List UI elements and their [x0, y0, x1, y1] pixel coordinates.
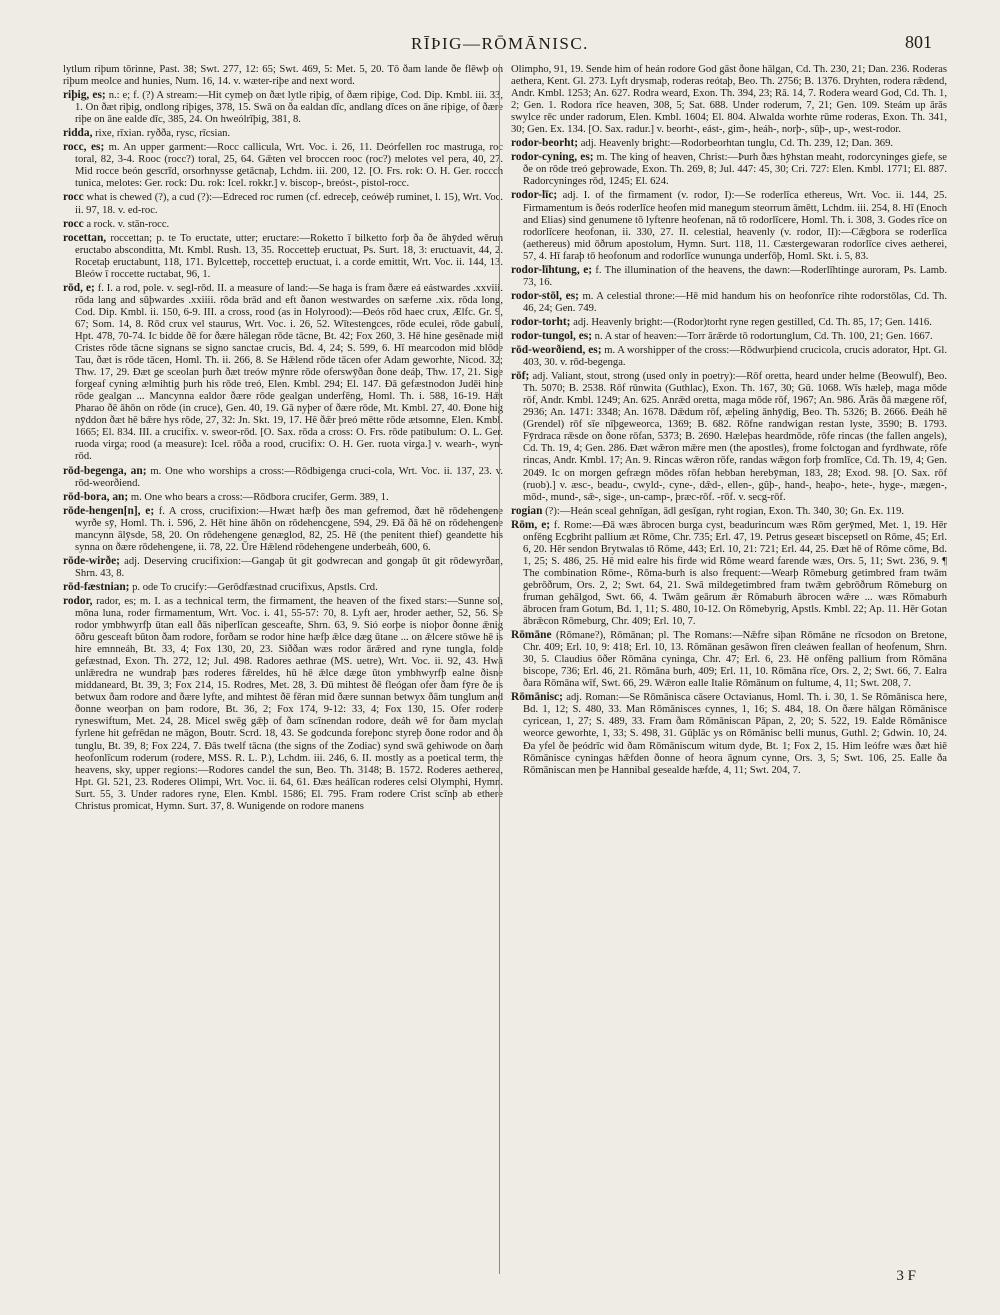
dictionary-entry — [511, 290, 947, 315]
entry-text: m. The king of heaven, Christ:—Þurh ðæs hȳhstan meaht, rodorcyninges giefe, se ðe on rōde treó geþrowade, Exon. Th. 269, 8; Jul. 447: 45, 30; Cri. 727: Elen. Kmbl. 1771; El. 887. Radorcyninges rōd, 1245; El. 624. — [523, 152, 948, 188]
entry-text: rixe, rīxian. ryðða, rysc, rīcsian. — [95, 128, 231, 140]
entry-headword: rōd-weorðiend, es; — [511, 344, 602, 357]
dictionary-entry — [511, 137, 947, 150]
entry-text: adj. Deserving crucifixion:—Gangaþ ūt git godwrecan and gongaþ ūt git rōdewyrðan, Shrn. 43, 8. — [75, 555, 503, 579]
entry-headword: rodor-līc; — [511, 189, 558, 202]
entry-text: m. One who worships a cross:—Rōdbigenga cruci-cola, Wrt. Voc. ii. 137, 23. v. rōd-weorðiend. — [75, 465, 503, 489]
dictionary-entry — [511, 691, 947, 776]
entry-headword: rōf; — [511, 370, 530, 383]
entry-headword: rocc — [63, 191, 84, 204]
entry-headword: rodor-stōl, es; — [511, 289, 579, 302]
entry-headword: rōd-begenga, an; — [63, 464, 147, 477]
dictionary-entry — [63, 555, 503, 580]
dictionary-entry — [511, 344, 947, 369]
dictionary-entry — [63, 491, 503, 504]
dictionary-entry — [63, 581, 503, 594]
entry-text: adj. Heavenly bright:—Rodorbeorhtan tunglu, Cd. Th. 239, 12; Dan. 369. — [580, 138, 894, 150]
dictionary-entry — [63, 191, 503, 216]
entry-text: Olimpho, 91, 19. Sende him of heán rodore God gāst ðone hālgan, Cd. Th. 230, 21; Dan. 236. Roderas aethera, Kent. Gl. 273. Lyft drysmaþ, roderas reótaþ, Beo. Th. 2756; B. 1376. Dryhten, rodera rǣdend, Andr. Kmbl. 1253; An. 627. Rodra weard, Exon. Th. 394, 23; Rā. 14, 7. Rodera weard God, Cd. Th. 1, 2; Gen. 1. Rodora rīce heaven, 308, 5; Sat. 688. Under roderum, 7, 21; Gen. 109. Steám up ārās swylce rēc under radorum, Elen. Kmbl. 1604; El. 804. Alwalda worhte rūme roderas, Exon. Th. 341, 30; Gen. Ex. 134. [O. Sax. radur.] v. beorht-, eást-, gim-, heáh-, norþ-, sūþ-, up-, west-rodor. — [511, 64, 947, 136]
entry-text: adj. Roman:—Se Rōmānisca cāsere Octavianus, Homl. Th. i. 30, 1. Se Rōmānisca here, Bd. 1, 12; S. 480, 33. Man Rōmānisces cynnes, 1, 16; S. 484, 18. On ðære hālgan Rōmānisce cyricean, 1, 27; S. 489, 33. Fram ðam Rōmāniscan Pāpan, 2, 20; S. 522, 19. Ealde Rōmānisce weorce geworhte, 1, 33; S. 498, 31. Gūþlāc ys on Rōmānisc belli munus, Guthl. 2; Gdwin. 10, 24. Ða yfel ðe þeódrīc wid ðam Rōmāniscum witum dyde, Bt. 1; Fox 2, 15. Him leófre wæs ðæt hiē Rōmānisce cyningas hǣfden ðonne of heora āgnum cynne, Ors. 3, 5; Swt. 106, 25. Ealle ða Rōmāniscan men þe Hannibal gesealde hæfde, 4, 11; Swt. 204, 7. — [523, 692, 947, 776]
entry-text: p. ode To crucify:—Gerōdfæstnad crucifixus, Apstls. Crd. — [132, 581, 378, 593]
entry-headword: Rōmānisc; — [511, 691, 563, 704]
dictionary-entry — [511, 629, 947, 690]
printer-signature: 3 F — [896, 1268, 916, 1284]
left-column — [63, 64, 503, 814]
dictionary-entry — [511, 505, 947, 518]
dictionary-entry — [511, 264, 947, 289]
entry-text: adj. Heavenly bright:—(Rodor)torht ryne regen gestilled, Cd. Th. 85, 17; Gen. 1416. — [573, 316, 932, 328]
dictionary-entry — [63, 218, 503, 231]
entry-text: adj. I. of the firmament (v. rodor, I):—Se roderlīca ethereus, Wrt. Voc. ii. 144, 25. Firmamentum is ðeós roderlīce heofen mid manegum steorrum āmētt, Lchdm. iii. 254, 8. Hī (Enoch and Elias) sind genumene tō lyftenre heofenan, nā tō rodorlīcere, Homl. Th. i. 308, 3. Godes rīce on rodorlīcere heofonan, ii. 330, 27. II. celestial, heavenly (v. rodor, II):—Cǣgbora se roderlīca (aethereus) mid ōðrum apostolum, Hymn. Surt. 118, 11. Cæstergewaran rodorlīce cives aetherei, 57, 4. Hī faraþ tō heofonum and rodorlīce wununga underfōþ, Homl. Skt. i. 5, 83. — [523, 190, 947, 262]
entry-headword: Rōm, e; — [511, 518, 551, 531]
entry-headword: rocc, es; — [63, 141, 105, 154]
entry-text: f. The illumination of the heavens, the dawn:—Roderlīhtinge auroram, Ps. Lamb. 73, 16. — [523, 264, 947, 288]
entry-text: roccettan; p. te To eructate, utter; eructare:—Roketto ī bilketto forþ ða ðe āhȳded wērun eructabo absconditta, Mt. Kmbl. Rush. 13, 35. Roccetteþ eructuat, Ps. Surt. 18, 3: eructuavit, 44, 2. Rocetaþ eructabunt, 118, 171. Bylcetteþ, roccetteþ eructuat, i. a corde emittit, Wrt. Voc. ii. 144, 13. Bleów ī roccette ructabat, 96, 1. — [75, 232, 503, 280]
page-title: RĪÞIG—RŌMĀNISC. — [411, 34, 589, 53]
entry-text: f. A cross, crucifixion:—Hwæt hæfþ ðes man gefremod, ðæt hē rōdehengene wyrðe sȳ, Homl. Th. i. 596, 2. Hēt hine āhōn on rōdehencgene, 594, 29. Ðā ðā hē on rōdehengene mancynn ālȳsde, 58, 20. On rōdehengene genæglod, 82, 25. Hē (the penitent thief) geandette his synna on ðære rōdehengene, ii. 78, 22. Ūre Hǣlend rōdehengene underbeáh, 600, 6. — [75, 505, 503, 553]
entry-headword: rocc — [63, 217, 84, 230]
entry-text: f. I. a rod, pole. v. segl-rōd. II. a measure of land:—Se haga is fram ðære eá eástwardes .xxviii. rōda lang and sūþwardes .xxiiii. rōda brād and eft ðanon westwardes on sæferne .xix. rōda long, Cod. Dip. Kmbl. ii. 150, 6-9. III. a cross, rood (as in Holyrood):—Ðeós rōd haec crux, Ælfc. Gr. 9, 67; Som. 14, 8. Rōd crux vel staurus, Wrt. Voc. i. 26, 52. Wītestengces, rōde eculei, rōde gabuli, Hpt. 478, 70-74. Ic bidde ðē for ðære hālegan rōde tācne, Bt. 42; Fox 260, 3. Hē hine gesēnade mid Cristes rōde tācne signans se signo sanctae crucis, Bd. 4, 24; S. 599, 6. Hī mearcodon mid blōde Tau, ðæt is rōde tācen, Homl. Th. ii. 266, 8. Se Hǣlend rōde tācen ofer Adam geworhte, Nicod. 32; Thw. 17, 29. Ðæt ge sceolan þurh ðæt treów mȳnre rōde oferswȳðan ðone deáþ, Thw. 17, 21. Sige forgeaf cyning ælmihtig þurh his rōde treó, Elen. Kmbl. 294; El. 147. Ðā gefæstnodon Judēi hine rōde gealgan ... Mancynna ealdor ðære rōde gealgan underfēng, Homl. Th. i. 588, 16-19. Hǣt Pharao ðē āhōn on rōde (in cruce), Gen. 40, 19. Gā nyþer of ðære rōde, Mt. Kmbl. 27, 40. Ðone hig nȳddon ðæt hē bǣre hys rōde, 27, 32: Jn. Skt. 19, 17. Hē ðǣr þreó mētte rōde ætsomne, Elen. Kmbl. 1665; El. 834. III. a crucifix. v. sweor-rōd. [O. Sax. rōda a cross: O. Frs. rōde patibulum: O. L. Ger. ruoda virga; rood (a measure): Icel. rōða a rood, crucifix: O. H. Ger. ruota virga.] v. wearh-, wyn-rōd. — [75, 282, 503, 463]
entry-text: m. An upper garment:—Rocc callicula, Wrt. Voc. i. 26, 11. Deórfellen roc mastruga, roc toral, 82, 3-4. Rooc (rocc?) toral, 25, 64. Gǣten vel broccen rooc (roc?) melotes vel pera, 40, 27. Mid rocce beón gescrīd, orsorhnysse getācnaþ, Lchdm. iii. 200, 12. [O. Frs. rok: O. H. Ger. roccch tunica, melotes: Ger. rock: Du. rok: Icel. rokkr.] v. biscop-, breóst-, pistol-rocc. — [75, 142, 503, 190]
entry-text: m. One who bears a cross:—Rōdbora crucifer, Germ. 389, 1. — [130, 491, 389, 503]
entry-headword: rocettan, — [63, 231, 107, 244]
dictionary-entry — [63, 127, 503, 140]
entry-headword: rogian — [511, 504, 543, 517]
entry-headword: rōd-bora, an; — [63, 490, 129, 503]
dictionary-entry — [511, 330, 947, 343]
entry-headword: rōd-fæstnian; — [63, 580, 130, 593]
dictionary-entry — [511, 151, 947, 188]
entry-text: m. A celestial throne:—Hē mid handum his on heofonrīce rihte rodorstōlas, Cd. Th. 46, 24; Gen. 749. — [523, 290, 947, 314]
entry-headword: rodor-līhtung, e; — [511, 263, 593, 276]
dictionary-entry — [63, 141, 503, 190]
dictionary-entry — [63, 505, 503, 554]
entry-headword: rōde-wirðe; — [63, 554, 120, 567]
dictionary-entry — [511, 64, 947, 136]
entry-headword: rōde-hengen[n], e; — [63, 504, 155, 517]
entry-text: (Rōmane?), Rōmānan; pl. The Romans:—Nǣfre siþan Rōmāne ne rīcsodon on Bretone, Chr. 409; Erl. 10, 9: 418; Erl. 10, 13. Rōmānan gesāwon fīren cleáwen feallan of heofenum, Shrn. 30, 5. Claudius ōðer Rōmāna cyninga, Chr. 47; Erl. 6, 23. Hē onfēng pallium from Rōmāna biscope, 736; Erl. 46, 21. Rōmāna burh, 409; Erl. 11, 10. Rōmāna rīce, Ors. 2, 2; Swt. 66, 7. Ealra ðara Rōmāna wīf, Swt. 66, 29. Wǣron ealle Italie Rōmānum on fultume, 4, 11; Swt. 208, 7. — [523, 630, 947, 690]
dictionary-entry — [511, 370, 947, 504]
entry-text: adj. Valiant, stout, strong (used only in poetry):—Rōf oretta, heard under helme (Beowulf), Beo. Th. 5070; B. 2538. Rōf rūnwita (Guthlac), Exon. Th. 167, 30; Gū. 1068. Wīs hæleþ, maga mōde rōf, Andr. Kmbl. 1249; An. 625. Anrǣd oretta, maga mōde rōf, 1967; An. 986. Ārās ðā mægene rōf, 2936; An. 1471: 3348; An. 1678. Dǣdum rōf, æþeling ānhȳdig, Beo. Th. 5326; B. 2666. Ðeáh hē (Grendel) rōf sīe nīþgeweorca, 1369; B. 682. Rōfne randwigan restan lyste, 3590; B. 1793. Fȳrdraca rǣsde on ðone rōfan, 5373; B. 2690. Hæleþas heardmōde, rōfe rincas (the fallen angels), Cd. Th. 19, 4; Gen. 286. Ðæt wǣron mǣre men (the apostles), frome folctogan and fyrdhwate, rōfe rincas, Andr. Kmbl. 17; An. 9. Rincas wǣron rōfe, randas wǣgon forþ fromlīce, Cd. Th. 19, 4; Gen. 2049. Ic on morgen gefrægn mōdes rōfan hebban herebȳman, 183, 28; Exod. 98. [O. Sax. rōf (ruob).] v. æsc-, beadu-, cwyld-, cyne-, dǣd-, ellen-, gūþ-, hand-, heaþo-, hete-, hyge-, mægen-, mōd-, mund-, sǣ-, sige-, un-camp-, þræc-rōf. -rōf. v. secg-rōf. — [523, 371, 947, 503]
page-number: 801 — [905, 32, 932, 52]
entry-headword: ridda, — [63, 127, 93, 140]
entry-headword: riþig, es; — [63, 89, 106, 102]
running-head — [0, 30, 1000, 60]
dictionary-entry — [511, 189, 947, 262]
column-divider — [499, 64, 500, 1274]
dictionary-entry — [63, 89, 503, 126]
entry-text: f. Rome:—Ðā wæs ābrocen burga cyst, beadurincum wæs Rōm gerȳmed, Met. 1, 19. Hēr onfēng Ecgbriht pallium æt Rōme, Chr. 735; Erl. 47, 19. Petrus geseæt biscepsetl on Rōme, 45; Erl. 6, 20. Hēr sendon Brytwalas tō Rōme, 443; Erl. 10, 21: 721; Erl. 44, 25. Ðæt hē of Rōme cōme, Bd. 1, 25; S. 486, 25. Hē mid ealre his firde wid Rōme weard farende wæs, Ors. 5, 11; Swt. 236, 9. ¶ The combination Rōme-, Rōma-burh is also frequent:—Wearþ Rōmeburg getimbred fram twām gebrōðrum, Ors. 2, 2; Swt. 64, 21. Swā mildegetimbred fram twǣm gebrōðrum Rōmeburg on fruman gehālgod, Swt. 66, 4. Twām geārum ǣr Rōmaburh ābrocen wǣre ... wæs Rōmaburh ābrocen fram Gotum, Bd. 1, 11; S. 480, 10-12. On Rōmebyrig, Apstls. Kmbl. 22; Ap. 11. Hēr Gotan ābrǣcon Rōmeburg, Chr. 409; Erl. 10, 7. — [523, 519, 947, 628]
entry-text: a rock. v. stān-rocc. — [86, 218, 170, 230]
entry-headword: rodor-tungol, es; — [511, 329, 592, 342]
dictionary-entry — [63, 232, 503, 281]
entry-text: (?):—Heán sceal gehnīgan, ādl gesīgan, ryht rogian, Exon. Th. 340, 30; Gn. Ex. 119. — [545, 505, 905, 517]
entry-headword: rodor, — [63, 594, 93, 607]
dictionary-entry — [63, 595, 503, 813]
right-column — [511, 64, 947, 778]
entry-text: what is chewed (?), a cud (?):—Edreced roc rumen (cf. edreceþ, ceówéþ ruminet, l. 15), Wrt. Voc. ii. 97, 18. v. ed-roc. — [75, 192, 503, 216]
dictionary-entry — [63, 64, 503, 88]
dictionary-entry — [63, 282, 503, 464]
entry-text: lytlum riþum tōrinne, Past. 38; Swt. 277, 12: 65; Swt. 469, 5: Met. 5, 20. Tō ðam lande ðe flēwþ on riþum meolce and hunies, Num. 16, 14. v. wæter-riþe and next word. — [63, 64, 503, 88]
dictionary-entry — [511, 519, 947, 628]
entry-headword: rodor-beorht; — [511, 137, 579, 150]
dictionary-entry — [511, 316, 947, 329]
dictionary-entry — [63, 465, 503, 490]
entry-text: n. A star of heaven:—Torr ārǣrde tō rodortunglum, Cd. Th. 100, 21; Gen. 1667. — [594, 330, 933, 342]
entry-text: rador, es; m. I. as a technical term, the firmament, the heaven of the fixed stars:—Sunne sol, mōna luna, roder firmamentum, Wrt. Voc. i. 41, 55-57: 70, 8. Lyft aer, hroder aether, 52, 56. Se rodor ymbhwyrfþ ūtan eall ðās niþerlīcan gesceafte, Shrn. 63, 9. Sió eorþe is nioþor ðonne ǣnig ōðru gesceaft būton ðam rodore, forðam se rodor hine hæfþ ǣlce dæg ūtane ... on ǣlcere stōwe hē is hire emnneáh, Bt. 33, 4; Fox 130, 20, 23. Siððan wæs rodor ārǣred and ryne tungla, folde gefæstnad, Exon. Th. 272, 12; Jul. 498. Radores aethrae (MS. uetre), Wrt. Voc. ii. 92, 43. Hwā unlǣredra ne wundraþ þæs roderes fǣreldes, hū hē ǣlce dæge ūton ymbhwyrfþ ealne ðisne middaneard, Bt. 39, 3; Fox 214, 15. Rodres, Met. 28, 3. Ðū mihtest ðē fleógan ofer ðam fȳre ðe is betwux ðam rodore and ðære lyfte, and mihtest ðē fēran mid ðære sunnan betwyx ðām tunglum and ðonne weorþan on þam rodore, Bt. 36, 2; Fox 174, 9-12: 33, 4; Fox 130, 15. Ofer rodere ryneswiftum, Met. 24, 28. Micel swēg gǣþ of ðam scīnendan rodore, deáh wē for ðam myclan fyrlene hit gefrēdan ne māgon, Boutr. Scrd. 18, 43. Se godcunda foreþonc styreþ ðone rodor and ða tunglu, Bt. 39, 8; Fox 224, 7. Ðās twelf tācna (the signs of the Zodiac) synd swā gehiwode on ðam heofonlīcum roderum (rodere, MSS. R. L. P.), Lchdm. iii. 246, 6. II. mostly as a poetical term, the heavens, sky, upper regions:—Rodores candel the sun, Beo. Th. 3148; B. 1572. Roderes aetherea, Hpt. Gl. 521, 23. Roderes Olimpi, Wrt. Voc. ii. 64, 61. Ðæs heálīcan roderes celsi Olymphi, Hymn. Surt. 55, 3. Under radores ryne, Elen. Kmbl. 1586; El. 795. Fram rodere Crist scīnþ ab ethere Christus promicat, Hymn. Surt. 37, 8. Wunigende on rodore manens — [75, 595, 503, 812]
entry-headword: rodor-torht; — [511, 315, 571, 328]
entry-text: n.: e; f. (?) A stream:—Hit cymeþ on ðæt lytle riþig, of ðæm riþige, Cod. Dip. Kmbl. iii. 33, 1. On ðæt riþig, ondlong riþiges, 378, 15. Swā on ða ealdan dīc, andlang dīces on āne riþige, of ðære riþe on āne ealde dīc, 385, 24. On hweólrīþig, 381, 8. — [75, 90, 503, 126]
entry-headword: rodor-cyning, es; — [511, 151, 594, 164]
entry-text: m. A worshipper of the cross:—Rōdwurþiend crucicola, crucis adorator, Hpt. Gl. 403, 30. v. rōd-begenga. — [523, 345, 947, 369]
entry-headword: Rōmāne — [511, 629, 552, 642]
entry-headword: rōd, e; — [63, 281, 95, 294]
